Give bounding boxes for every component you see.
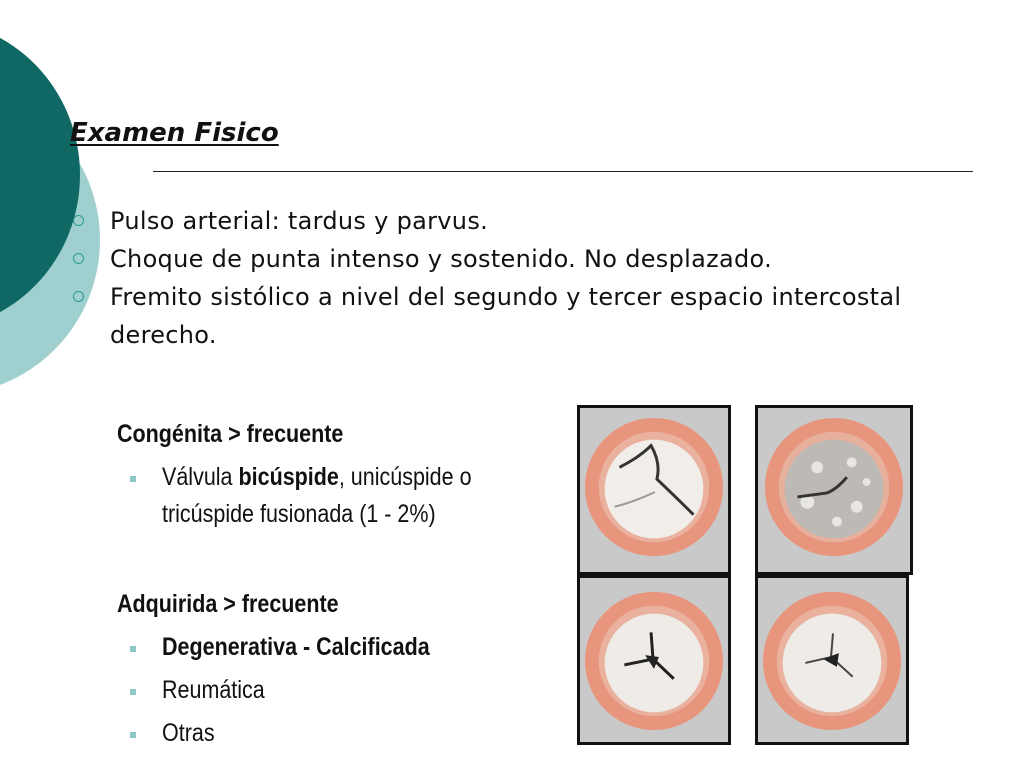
stenotic-valve-illustration: [755, 575, 909, 745]
bullet-item: [70, 278, 930, 354]
square-bullet-icon: [130, 476, 136, 482]
congenita-item-suffix: , unicúspide o tricúspide fusionada (1 - 2%): [162, 463, 472, 528]
square-bullet-icon: [130, 689, 136, 695]
congenita-heading: Congénita > frecuente: [117, 420, 344, 448]
adquirida-item: Reumática: [162, 676, 265, 704]
ring-bullet-icon: [73, 253, 84, 264]
ring-bullet-icon: [73, 215, 84, 226]
bullet-item: [70, 240, 930, 278]
congenita-item: [162, 459, 523, 533]
rheumatic-valve-illustration: [577, 575, 731, 745]
calcified-valve-illustration: [755, 405, 913, 575]
bullet-text: Choque de punta intenso y sostenido. No desplazado.: [110, 245, 773, 273]
congenita-item-prefix: Válvula: [162, 463, 239, 491]
bullet-text: Pulso arterial: tardus y parvus.: [110, 207, 489, 235]
square-bullet-icon: [130, 732, 136, 738]
adquirida-item: Degenerativa - Calcificada: [162, 633, 430, 661]
bicuspid-valve-illustration: [577, 405, 731, 575]
slide-title: Examen Fisico: [70, 118, 279, 148]
ring-bullet-icon: [73, 291, 84, 302]
main-bullet-list: [70, 202, 930, 354]
congenita-item-bold: bicúspide: [238, 463, 339, 491]
bullet-text: Fremito sistólico a nivel del segundo y tercer espacio intercostal derecho.: [110, 283, 902, 349]
adquirida-heading: Adquirida > frecuente: [117, 590, 339, 618]
square-bullet-icon: [130, 646, 136, 652]
title-divider: [153, 171, 973, 172]
adquirida-item: Otras: [162, 719, 215, 747]
bullet-item: [70, 202, 930, 240]
